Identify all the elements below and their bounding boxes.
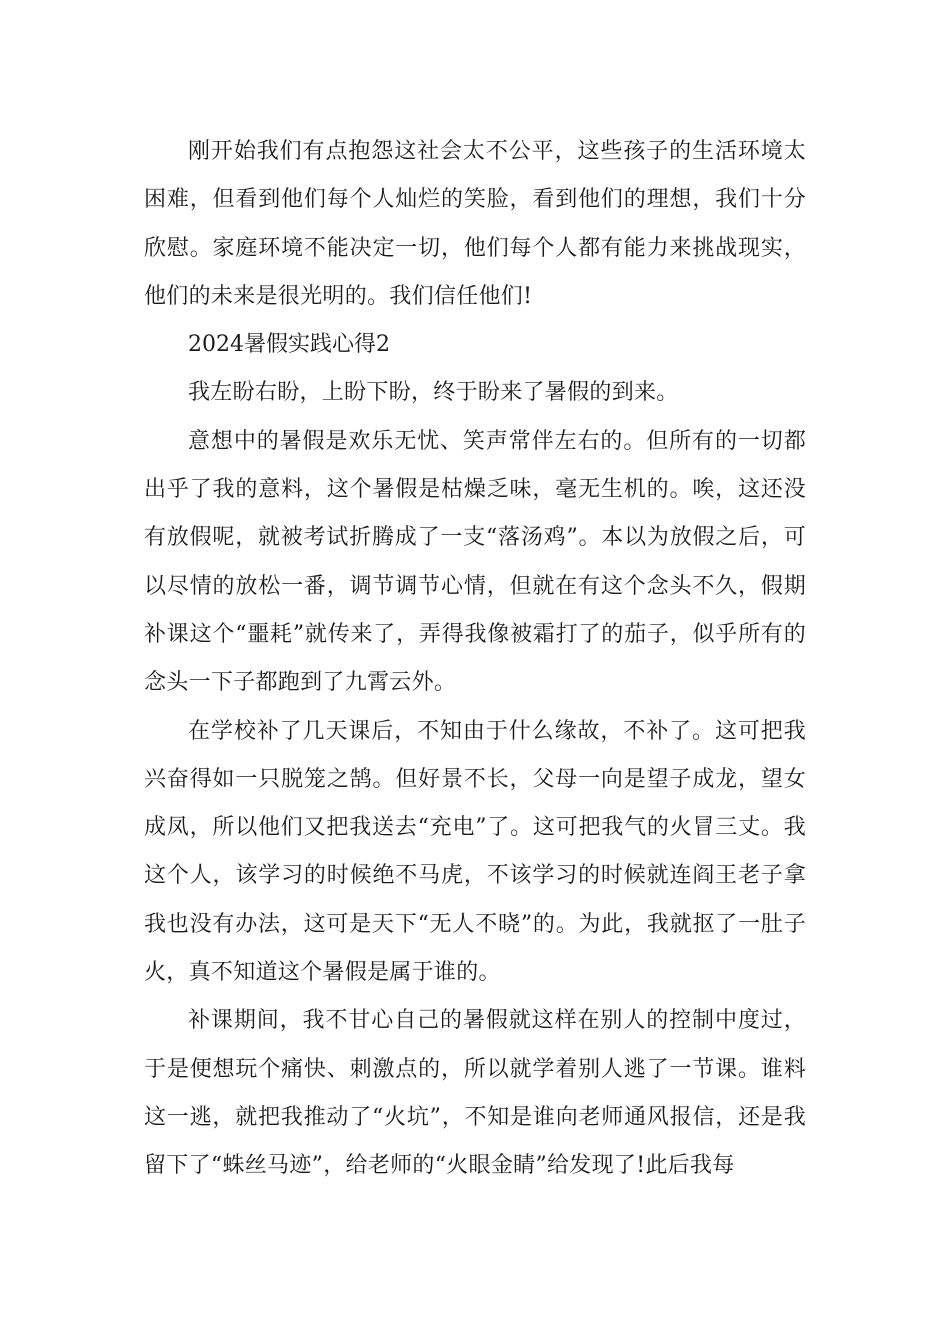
document-body [144, 128, 806, 1191]
section-heading: 2024暑假实践心得2 [188, 332, 390, 358]
paragraph-skipping-class: 补课期间，我不甘心自己的暑假就这样在别人的控制中度过，于是便想玩个痛快、刺激点的，所以就学着别人逃了一节课。谁料这一逃，就把我推动了“火坑”，不知是谁向老师通风报信，还是我留下了“蛛丝马迹”，给老师的“火眼金睛”给发现了!此后我每 [144, 1008, 806, 1179]
paragraph-opening: 我左盼右盼，上盼下盼，终于盼来了暑假的到来。 [188, 380, 679, 406]
paragraph-expectation: 意想中的暑假是欢乐无忧、笑声常伴左右的。但所有的一切都出乎了我的意料，这个暑假是枯燥乏味，毫无生机的。唉，这还没有放假呢，就被考试折腾成了一支“落汤鸡”。本以为放假之后，可以尽情的放松一番，调节调节心情，但就在有这个念头不久，假期补课这个“噩耗”就传来了，弄得我像被霜打了的茄子，似乎所有的念头一下子都跑到了九霄云外。 [144, 428, 806, 696]
paragraph-intro-end: 刚开始我们有点抱怨这社会太不公平，这些孩子的生活环境太困难，但看到他们每个人灿烂的笑脸，看到他们的理想，我们十分欣慰。家庭环境不能决定一切，他们每个人都有能力来挑战现实，他们的未来是很光明的。我们信任他们! [144, 139, 806, 309]
paragraph-school-classes: 在学校补了几天课后，不知由于什么缘故，不补了。这可把我兴奋得如一只脱笼之鹄。但好景不长，父母一向是望子成龙，望女成凤，所以他们又把我送去“充电”了。这可把我气的火冒三丈。我这个人，该学习的时候绝不马虎，不该学习的时候就连阎王老子拿我也没有办法，这可是天下“无人不晓”的。为此，我就抠了一肚子火，真不知道这个暑假是属于谁的。 [144, 718, 806, 986]
